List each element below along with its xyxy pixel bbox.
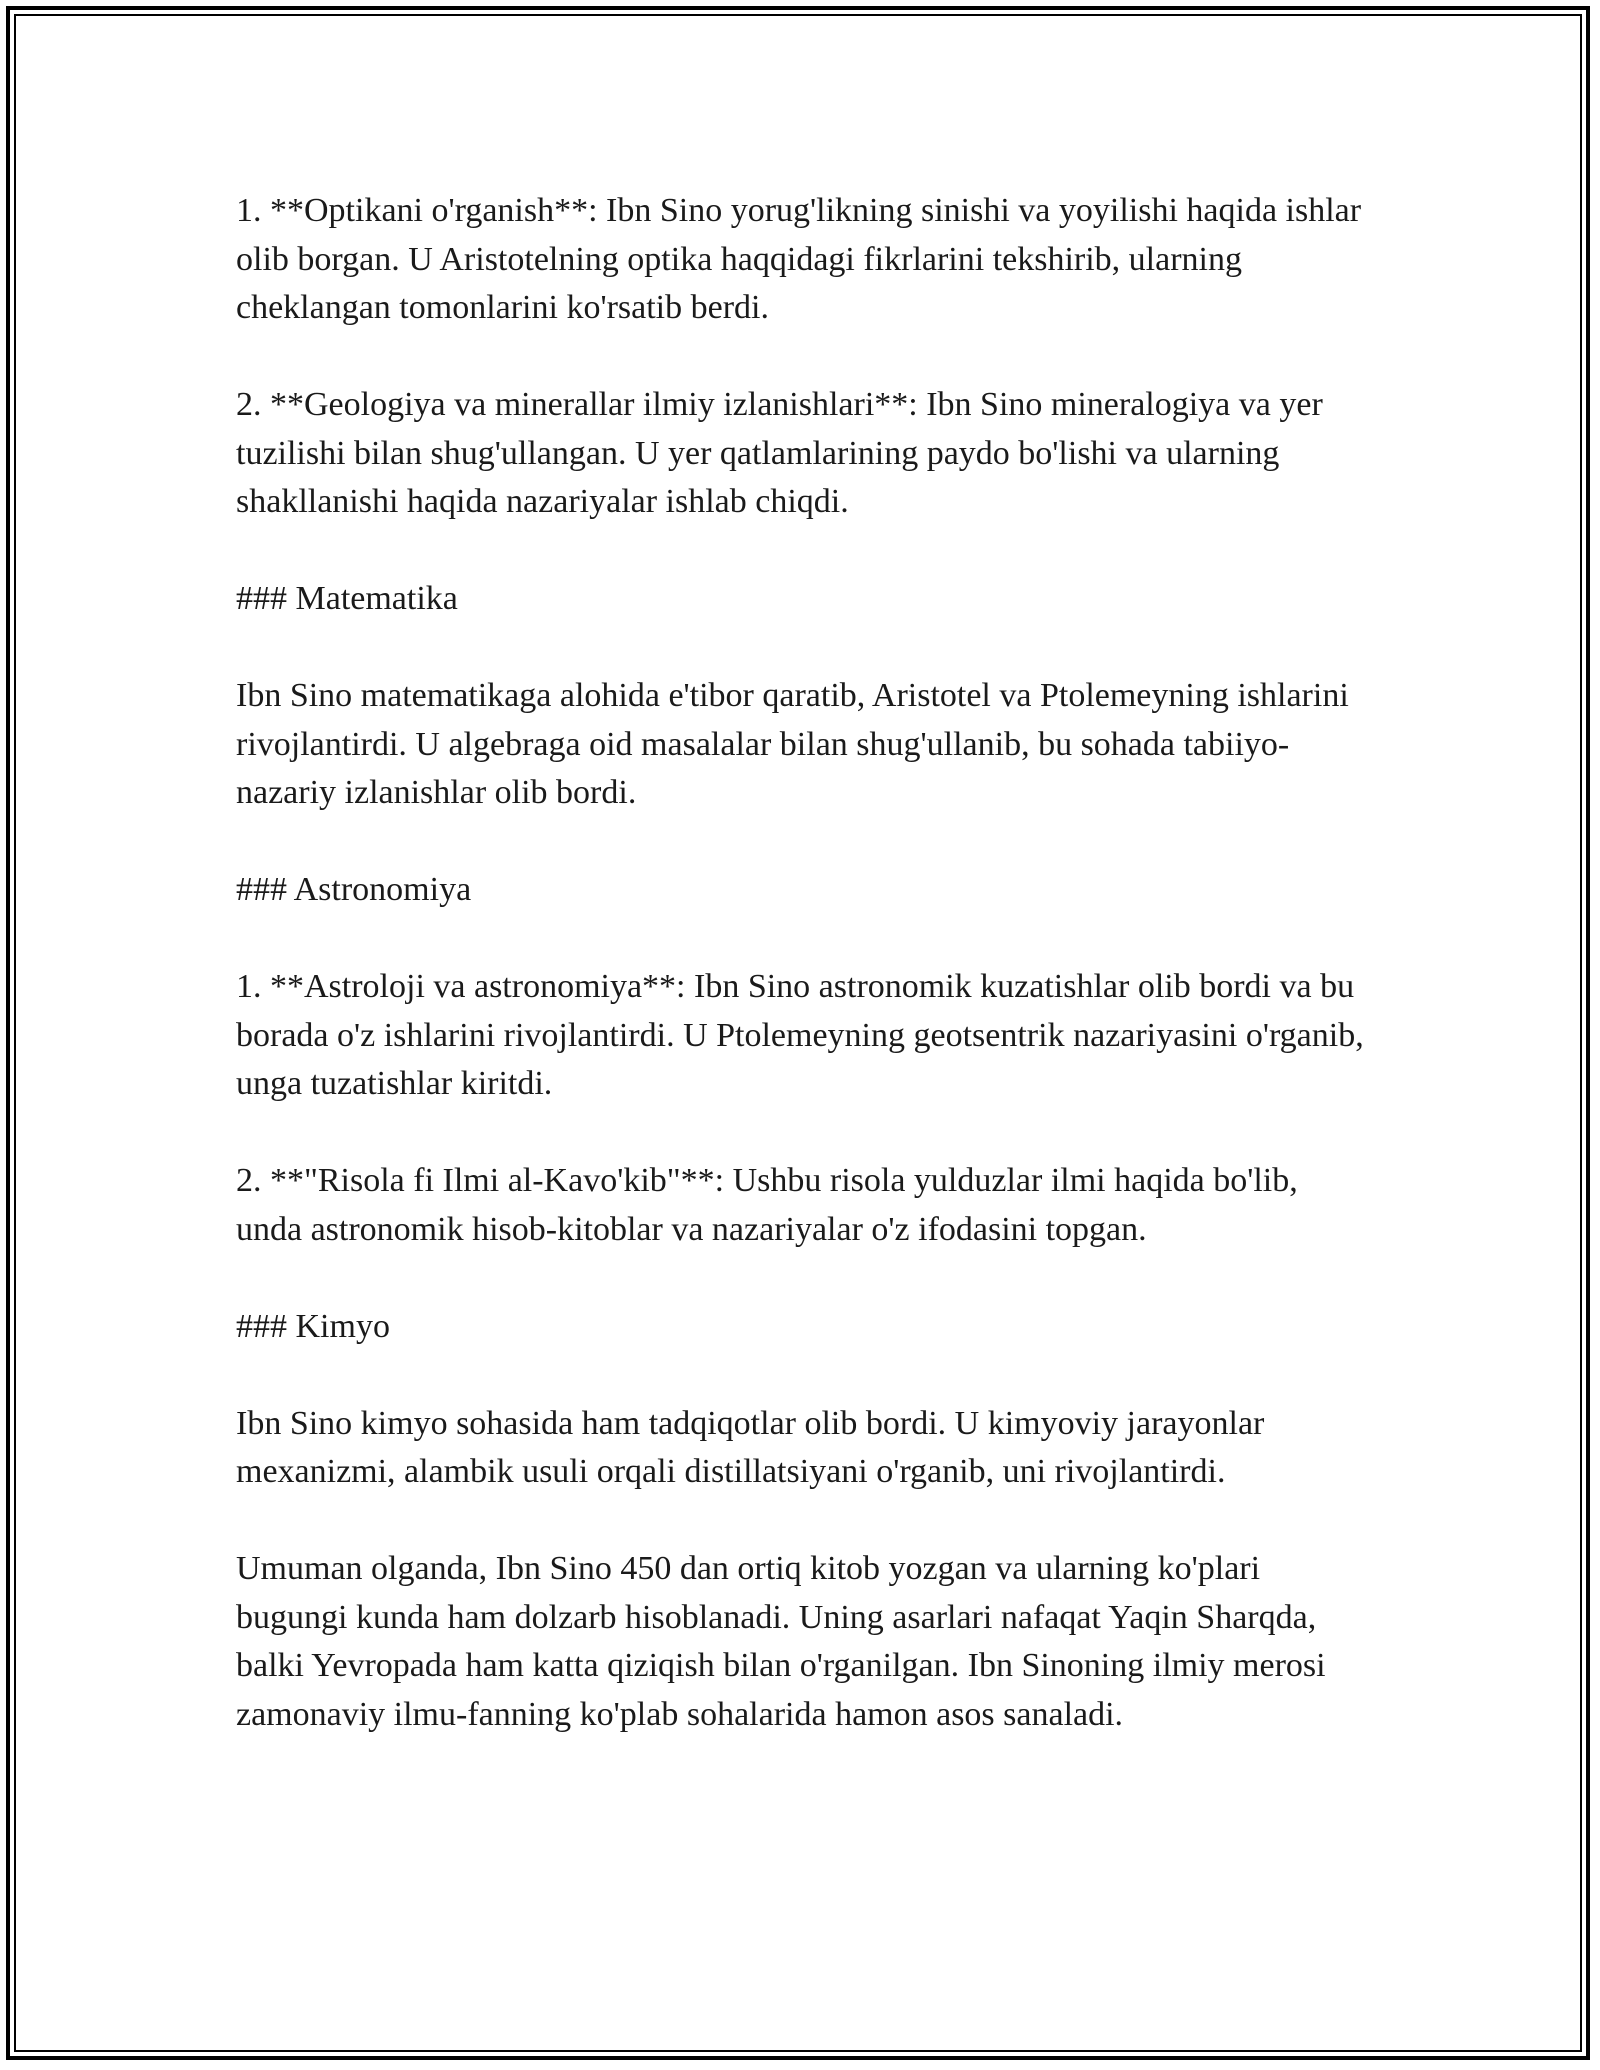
paragraph-conclusion: Umuman olganda, Ibn Sino 450 dan ortiq kitob yozgan va ularning ko'plari bugungi kunda ham dolzarb hisoblanadi. Uning asarlari nafaqat Yaqin Sharqda, balki Yevropada ham katta qiziqish bilan o'rganilgan. Ibn Sinoning ilmiy merosi zamonaviy ilmu-fanning ko'plab sohalarida hamon asos sanaladi. — [236, 1550, 1335, 1733]
list-item-geology: 2. **Geologiya va minerallar ilmiy izlanishlari**: Ibn Sino mineralogiya va yer tuzilishi bilan shug'ullangan. U yer qatlamlarining paydo bo'lishi va ularning shakllanishi haqida nazariyalar ishlab chiqdi. — [236, 386, 1332, 520]
list-item-astrology: 1. **Astroloji va astronomiya**: Ibn Sino astronomik kuzatishlar olib bordi va bu borada o'z ishlarini rivojlantirdi. U Ptolemeyning geotsentrik nazariyasini o'rganib, unga tuzatishlar kiritdi. — [236, 968, 1373, 1102]
section-heading-mathematics: ### Matematika — [236, 580, 458, 617]
paragraph-chemistry: Ibn Sino kimyo sohasida ham tadqiqotlar olib bordi. U kimyoviy jarayonlar mexanizmi, alambik usuli orqali distillatsiyani o'rganib, uni rivojlantirdi. — [236, 1404, 1273, 1490]
section-heading-astronomy: ### Astronomiya — [236, 871, 472, 908]
paragraph-mathematics: Ibn Sino matematikaga alohida e'tibor qaratib, Aristotel va Ptolemeyning ishlarini rivojlantirdi. U algebraga oid masalalar bilan shug'ullanib, bu sohada tabiiyo-nazariy izlanishlar olib bordi. — [236, 677, 1358, 811]
document-body — [236, 187, 1373, 1739]
list-item-risola: 2. **"Risola fi Ilmi al-Kavo'kib"**: Ushbu risola yulduzlar ilmi haqida bo'lib, unda astronomik hisob-kitoblar va nazariyalar o'z ifodasini topgan. — [236, 1162, 1307, 1248]
list-item-optics: 1. **Optikani o'rganish**: Ibn Sino yorug'likning sinishi va yoyilishi haqida ishlar olib borgan. U Aristotelning optika haqqidagi fikrlarini tekshirib, ularning cheklangan tomonlarini ko'rsatib berdi. — [236, 192, 1370, 326]
section-heading-chemistry: ### Kimyo — [236, 1307, 390, 1345]
